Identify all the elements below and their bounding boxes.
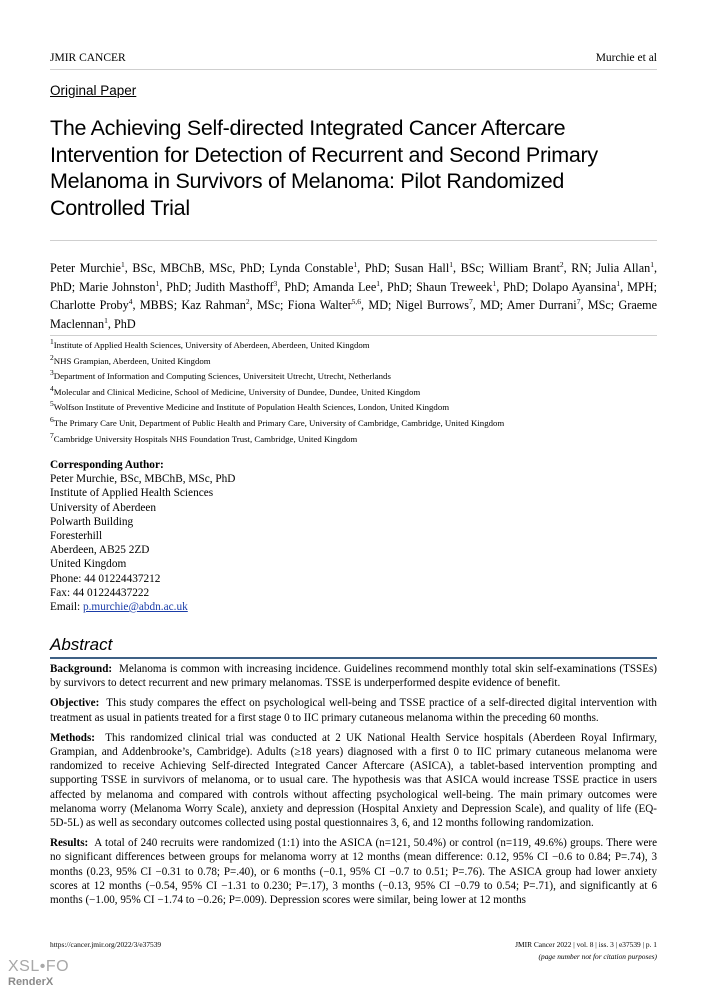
author-affiliation-ref: 1	[120, 259, 125, 269]
affiliation	[50, 432, 657, 448]
footer-url: https://cancer.jmir.org/2022/3/e37539	[50, 940, 162, 949]
email-label: Email:	[50, 601, 83, 614]
corresponding-line: University of Aberdeen	[50, 501, 157, 514]
author-affiliation-ref: 1	[650, 259, 654, 269]
author-name: Marie Johnston	[79, 279, 156, 294]
affiliation-text: Wolfson Institute of Preventive Medicine and Institute of Population Health Sciences, London, United Kingdom	[53, 402, 450, 413]
author-name: Shaun Treweek	[416, 279, 493, 294]
affiliation-number: 3	[50, 368, 54, 378]
author-credentials: , PhD	[357, 261, 387, 275]
authors-divider	[50, 335, 657, 336]
corresponding-line: Polwarth Building	[50, 515, 134, 528]
author-name: Fiona Walter	[287, 298, 352, 312]
corresponding-line: Foresterhill	[50, 530, 103, 543]
logo-line2: RenderX	[8, 976, 54, 988]
affiliation-text: Molecular and Clinical Medicine, School of Medicine, University of Dundee, Dundee, United Kingdom	[53, 386, 421, 397]
abstract-section	[50, 696, 657, 724]
abstract-section-text: This randomized clinical trial was conducted at 2 UK National Health Service hospitals (Aberdeen Royal Infirmary, Grampian, and Addenbrooke’s, Cambridge). Adults (≥18 years) diagnosed with a first 0 to IIC primary cutaneous melanoma were randomized to receive Achieving Self-directed Integrated Cancer Aftercare (ASICA), a tablet-based intervention prompting and supporting TSSE in survivors of melanoma, or to usual care. The hypothesis was that ASICA would increase TSSE practice in users affected by melanoma and compared with controls without affecting psychological well-being. The main primary outcomes were melanoma worry (Melanoma Worry Scale), anxiety and depression (Hospital Anxiety and Depression Scale), and quality of life (EQ-5D-5L) as well as secondary outcomes collected using postal questionnaires 3, 6, and 12 months following randomization.	[50, 731, 657, 830]
author-credentials: , BSc	[452, 261, 481, 275]
abstract-section-label: Background:	[50, 663, 113, 675]
author	[181, 298, 280, 312]
author-affiliation-ref: 1	[155, 278, 160, 288]
author-credentials: , PhD	[50, 261, 657, 294]
affiliation	[50, 338, 657, 354]
article-type: Original Paper	[50, 83, 137, 98]
author-affiliation-ref: 1	[616, 278, 621, 288]
email-link[interactable]: p.murchie@abdn.ac.uk	[82, 601, 188, 614]
author-name: Graeme Maclennan	[50, 298, 658, 331]
author-credentials: , RN	[563, 261, 589, 275]
author-affiliation-ref: 4	[128, 296, 133, 306]
abstract-body	[50, 662, 657, 913]
author-credentials: , MSc	[580, 298, 611, 312]
author-affiliation-ref: 5,6	[351, 296, 362, 306]
corresponding-author	[50, 458, 235, 614]
abstract-section-text: A total of 240 recruits were randomized (1:1) into the ASICA (n=121, 50.4%) or control (n=119, 49.6%) groups. There were no significant differences between groups for melanoma worry at 12 months (mean difference: 0.12, 95% CI −0.6 to 0.84; P=.74), 3 months (0.23, 95% CI −0.31 to 0.78; P=.40), or 6 months (−0.1, 95% CI −0.7 to 0.51; P=.76). The ASICA group had lower anxiety scores at 12 months (−0.54, 95% CI −1.31 to 0.230; P=.17), 3 months (−0.13, 95% CI −0.79 to 0.54; P=.71), and significantly at 6 months (−1.00, 95% CI −1.74 to −0.26; P=.009). Depression scores were similar, being lower at 12 months	[50, 837, 658, 907]
journal-name: JMIR CANCER	[50, 52, 126, 64]
affiliation-number: 1	[50, 337, 54, 347]
abstract-section	[50, 836, 657, 907]
author-name: Julia Allan	[596, 261, 651, 275]
affiliation	[50, 354, 657, 370]
abstract-divider	[50, 657, 657, 659]
corresponding-heading: Corresponding Author:	[50, 459, 164, 471]
author-list: Peter Murchie$^1$, BSc, MBChB, MSc, PhD; Lynda Constable$^1$, PhD; Susan Hall$^1$, BSc; William Brant$^2$, RN; Julia Allan$^1$, PhD; Marie Johnston$^1$, PhD; Judith Masthoff$^3$, PhD; Amanda Lee$^1$, PhD; Shaun Treweek$^1$, PhD; Dolapo Ayansina$^1$, MPH; Charlotte Proby$^4$, MBBS; Kaz Rahman$^2$, MSc; Fiona Walter$^{5,6}$, MD; Nigel Burrows$^7$, MD; Amer Durrani$^7$, MSc; Graeme Maclennan$^1$, PhD	[50, 259, 658, 331]
author-affiliation-ref: 1	[353, 259, 358, 269]
author	[416, 280, 525, 294]
title-divider	[50, 240, 657, 241]
author-name: Susan Hall	[394, 261, 450, 275]
author-name: Judith Masthoff	[195, 279, 274, 294]
author-name: Charlotte Proby	[50, 298, 129, 312]
author	[532, 280, 653, 294]
author-affiliation-ref: 1	[104, 315, 108, 325]
affiliation-list	[50, 338, 657, 447]
affiliation-text: Cambridge University Hospitals NHS Foundation Trust, Cambridge, United Kingdom	[53, 433, 358, 444]
author-credentials: , MSc	[249, 298, 280, 312]
corresponding-line: Fax: 44 01224437222	[50, 586, 150, 599]
affiliation-number: 2	[50, 352, 54, 362]
author-credentials: , MPH	[620, 279, 654, 294]
affiliation-number: 6	[50, 415, 54, 425]
corresponding-line: United Kingdom	[50, 558, 127, 571]
author	[50, 261, 262, 275]
corresponding-email-line	[50, 600, 235, 614]
abstract-section-label: Methods:	[50, 731, 95, 744]
author-credentials: , PhD	[379, 279, 409, 294]
affiliation-number: 7	[50, 430, 54, 440]
author-affiliation-ref: 2	[245, 296, 250, 306]
abstract-section	[50, 731, 657, 830]
author-affiliation-ref: 1	[376, 278, 380, 288]
author	[50, 298, 174, 312]
author	[507, 298, 611, 312]
header-divider	[50, 69, 657, 70]
corresponding-line: Institute of Applied Health Sciences	[50, 487, 214, 500]
author	[489, 261, 588, 275]
article-title: The Achieving Self-directed Integrated Cancer Aftercare Intervention for Detection of Recurrent and Second Primary Melanoma in Survivors of Melanoma: Pilot Randomized Controlled Trial	[50, 116, 598, 220]
affiliation-number: 5	[50, 399, 54, 409]
author-credentials: , PhD	[496, 279, 525, 294]
author-credentials: , BSc, MBChB, MSc, PhD	[124, 261, 262, 275]
author-credentials: , PhD	[159, 279, 188, 294]
author	[288, 298, 388, 312]
author-affiliation-ref: 2	[559, 259, 564, 269]
abstract-section-text: This study compares the effect on psychological well-being and TSSE practice of a self-directed digital intervention with treatment as usual in patients treated for a first stage 0 to IIC primary cutaneous melanoma within the preceding 60 months.	[50, 697, 657, 724]
affiliation-number: 4	[50, 383, 54, 393]
author-name: Peter Murchie	[50, 261, 121, 275]
author-credentials: , MBBS	[132, 298, 174, 312]
running-author: Murchie et al	[595, 52, 657, 64]
affiliation	[50, 385, 657, 401]
author	[396, 298, 500, 312]
author	[270, 261, 387, 275]
author-name: Dolapo Ayansina	[532, 279, 617, 294]
author-name: Nigel Burrows	[395, 298, 470, 312]
author	[79, 280, 188, 294]
logo-line1: XSL•FO	[8, 958, 70, 975]
abstract-section-label: Objective:	[50, 697, 100, 710]
author-credentials: , PhD	[107, 316, 136, 331]
affiliation-text: The Primary Care Unit, Department of Public Health and Primary Care, University of Cambridge, Cambridge, United Kingdom	[53, 417, 505, 428]
author	[195, 280, 306, 294]
affiliation	[50, 416, 657, 432]
author-credentials: , MD	[361, 298, 389, 312]
author	[313, 280, 409, 294]
affiliation-text: Department of Information and Computing Sciences, Universiteit Utrecht, Utrecht, Netherlands	[53, 371, 391, 382]
author-name: William Brant	[488, 261, 560, 275]
author-affiliation-ref: 3	[273, 278, 278, 288]
affiliation-text: Institute of Applied Health Sciences, University of Aberdeen, Aberdeen, United Kingdom	[53, 340, 370, 350]
author	[395, 261, 481, 275]
author-affiliation-ref: 1	[492, 278, 497, 288]
author-affiliation-ref: 1	[449, 259, 453, 269]
footer-citation	[515, 940, 657, 961]
author-name: Kaz Rahman	[181, 298, 246, 312]
corresponding-line: Aberdeen, AB25 2ZD	[50, 544, 150, 557]
citation-text: JMIR Cancer 2022 | vol. 8 | iss. 3 | e37539 | p. 1	[515, 940, 657, 949]
author-name: Amanda Lee	[312, 279, 377, 294]
renderx-logo	[8, 958, 69, 988]
abstract-heading: Abstract	[50, 635, 113, 654]
abstract-section-label: Results:	[50, 837, 89, 850]
affiliation	[50, 400, 657, 416]
abstract-section-text: Melanoma is common with increasing incidence. Guidelines recommend monthly total skin self-examinations (TSSEs) by survivors to detect recurrent and new primary melanomas. TSSE is underperformed despite evidence of benefit.	[50, 663, 657, 690]
citation-note: (page number not for citation purposes)	[538, 952, 657, 961]
author-credentials: , MD	[472, 298, 500, 312]
author-name: Amer Durrani	[506, 298, 577, 312]
author-affiliation-ref: 7	[576, 296, 581, 306]
author-name: Lynda Constable	[269, 261, 354, 275]
affiliation-text: NHS Grampian, Aberdeen, United Kingdom	[53, 355, 211, 366]
author-credentials: , PhD	[277, 279, 306, 294]
corresponding-line: Phone: 44 01224437212	[50, 572, 161, 585]
author-affiliation-ref: 7	[469, 296, 473, 306]
abstract-section	[50, 662, 657, 690]
affiliation	[50, 369, 657, 385]
corresponding-line: Peter Murchie, BSc, MBChB, MSc, PhD	[50, 473, 236, 486]
